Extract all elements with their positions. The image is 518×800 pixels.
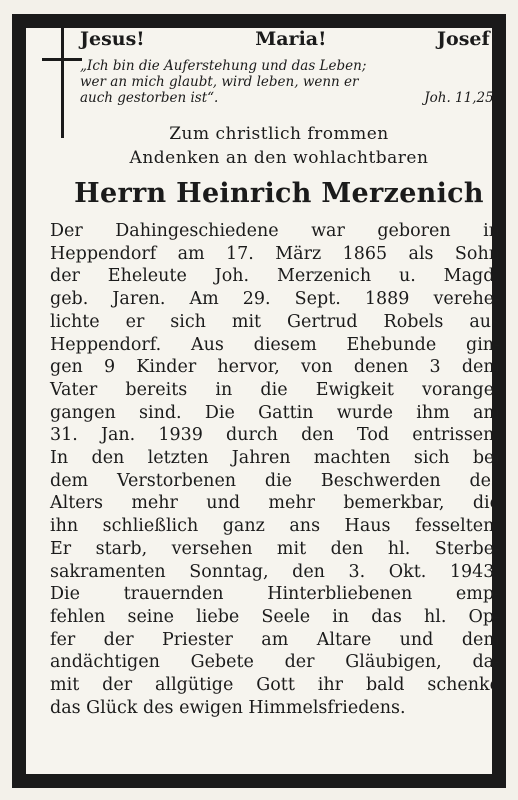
biography-line: Die trauernden Hinterbliebenen emp- <box>50 584 500 605</box>
biography-line: ihn schließlich ganz ans Haus fesselten. <box>50 516 500 537</box>
biography-line: In den letzten Jahren machten sich bei <box>50 448 500 469</box>
biography-line: geb. Jaren. Am 29. Sept. 1889 verehe- <box>50 289 500 310</box>
biography-line: sakramenten Sonntag, den 3. Okt. 1943. <box>50 561 500 582</box>
biography-line: lichte er sich mit Gertrud Robels aus <box>50 311 500 332</box>
biography-line: Er starb, versehen mit den hl. Sterbe- <box>50 538 500 559</box>
biography-line: fehlen seine liebe Seele in das hl. Op- <box>50 606 500 627</box>
biography-line: andächtigen Gebete der Gläubigen, da- <box>50 652 500 673</box>
biography-line: das Glück des ewigen Himmelsfriedens. <box>50 697 406 718</box>
memorial-dedication <box>60 122 498 170</box>
quote-line-2: wer an mich glaubt, wird leben, wenn er <box>80 74 359 90</box>
biography-line: gangen sind. Die Gattin wurde ihm am <box>50 402 500 423</box>
biography-line: Heppendorf. Aus diesem Ehebunde gin- <box>50 334 500 355</box>
bible-quote <box>80 58 498 106</box>
deceased-name: Herrn Heinrich Merzenich <box>74 178 484 209</box>
biography-line: gen 9 Kinder hervor, von denen 3 dem <box>50 357 500 378</box>
biography-line: Vater bereits in die Ewigkeit vorange- <box>50 379 500 400</box>
quote-line-3-text: auch gestorben ist“. <box>80 90 219 106</box>
memorial-line-2: Andenken an den wohlachtbaren <box>129 148 429 168</box>
biography-text <box>50 220 500 719</box>
quote-line-3 <box>80 90 498 106</box>
invocation-jesus: Jesus! <box>80 28 145 50</box>
cross-horizontal-bar <box>42 58 82 61</box>
biography-line: Heppendorf am 17. März 1865 als Sohn <box>50 243 500 264</box>
biography-line: der Eheleute Joh. Merzenich u. Magd. <box>50 266 500 287</box>
biography-line: 31. Jan. 1939 durch den Tod entrissen. <box>50 425 500 446</box>
biography-line: dem Verstorbenen die Beschwerden des <box>50 470 500 491</box>
quote-reference: Joh. 11,25. <box>424 90 498 106</box>
biography-line: mit der allgütige Gott ihr bald schenke <box>50 675 500 696</box>
invocation-josef: Josef! <box>437 28 498 50</box>
biography-line: Alters mehr und mehr bemerkbar, die <box>50 493 500 514</box>
invocation-maria: Maria! <box>255 28 327 50</box>
invocation-line <box>80 28 498 50</box>
biography-line: fer der Priester am Altare und dem <box>50 629 500 650</box>
memorial-line-1: Zum christlich frommen <box>169 124 389 144</box>
biography-line: Der Dahingeschiedene war geboren in <box>50 221 500 241</box>
quote-line-1: „Ich bin die Auferstehung und das Leben; <box>80 58 367 74</box>
